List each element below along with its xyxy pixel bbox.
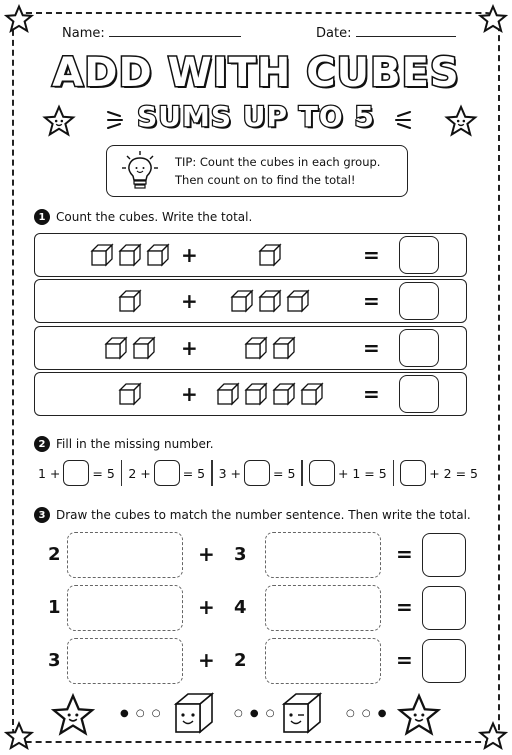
count-row — [34, 326, 467, 370]
answer-box[interactable] — [309, 460, 335, 486]
answer-box[interactable] — [400, 460, 426, 486]
equals-sign: = — [396, 648, 413, 672]
corner-star-icon — [4, 721, 34, 751]
name-label: Name: — [62, 26, 105, 41]
total-box[interactable] — [399, 282, 439, 320]
equation-2 — [122, 458, 211, 488]
answer-box[interactable] — [154, 460, 180, 486]
right-cube-group — [229, 288, 311, 314]
equals-sign: = — [396, 595, 413, 619]
equation-before: 2 + — [128, 465, 151, 481]
plus-sign: + — [181, 336, 198, 360]
cube-icon — [117, 381, 143, 407]
left-cube-group — [103, 335, 157, 361]
cube-icon — [243, 381, 269, 407]
cube-icon — [215, 381, 241, 407]
equals-sign: = — [363, 289, 380, 313]
total-box[interactable] — [399, 375, 439, 413]
equation-5 — [394, 458, 484, 488]
plus-sign: + — [181, 289, 198, 313]
smiling-star-icon — [396, 692, 442, 738]
section-number: 3 — [34, 507, 50, 523]
section-1-heading — [34, 209, 252, 225]
equals-sign: = — [363, 382, 380, 406]
section-1-instruction: Count the cubes. Write the total. — [56, 210, 253, 224]
plus-sign: + — [181, 243, 198, 267]
draw-area[interactable] — [67, 585, 183, 631]
happy-cube-icon — [170, 690, 216, 736]
smiling-star-icon — [444, 104, 478, 138]
cube-icon — [271, 335, 297, 361]
equation-1 — [32, 458, 121, 488]
equation-after: + 2 = 5 — [429, 465, 478, 481]
section-number: 1 — [34, 209, 50, 225]
sparkle-right-icon — [388, 106, 414, 132]
smiling-star-icon — [50, 692, 96, 738]
addend-b: 2 — [234, 650, 247, 671]
draw-area[interactable] — [67, 638, 183, 684]
total-box[interactable] — [399, 329, 439, 367]
cube-icon — [271, 381, 297, 407]
cube-icon — [299, 381, 325, 407]
total-box[interactable] — [422, 586, 466, 630]
tip-line-2: Then count on to find the total! — [175, 173, 356, 187]
section-3-heading — [34, 507, 471, 523]
answer-box[interactable] — [63, 460, 89, 486]
equation-before: 3 + — [218, 465, 242, 481]
decor-dots: ○ ○ ● — [346, 708, 389, 719]
sparkle-left-icon — [104, 106, 130, 132]
date-field[interactable] — [316, 26, 456, 41]
cube-icon — [257, 242, 283, 268]
corner-star-icon — [478, 721, 508, 751]
equation-3 — [213, 458, 302, 488]
missing-number-row — [32, 458, 492, 488]
left-cube-group — [117, 288, 143, 314]
page-title: ADD WITH CUBES — [52, 50, 460, 96]
equation-after: = 5 — [92, 465, 115, 481]
decor-dots: ● ○ ○ — [120, 708, 163, 719]
right-cube-group — [243, 335, 297, 361]
left-cube-group — [117, 381, 143, 407]
winking-cube-icon — [278, 690, 324, 736]
draw-area[interactable] — [265, 638, 381, 684]
draw-area[interactable] — [265, 532, 381, 578]
addend-a: 1 — [48, 597, 61, 618]
equation-after: = 5 — [273, 465, 296, 481]
equation-after: + 1 = 5 — [337, 465, 387, 481]
plus-sign: + — [181, 382, 198, 406]
cube-icon — [145, 242, 171, 268]
plus-sign: + — [198, 648, 215, 672]
addend-a: 3 — [48, 650, 61, 671]
name-line[interactable] — [109, 36, 241, 37]
equals-sign: = — [363, 243, 380, 267]
tip-box — [106, 145, 408, 197]
plus-sign: + — [198, 542, 215, 566]
right-cube-group — [257, 242, 283, 268]
addend-b: 4 — [234, 597, 247, 618]
addend-b: 3 — [234, 544, 247, 565]
count-row — [34, 279, 467, 323]
section-number: 2 — [34, 436, 50, 452]
draw-area[interactable] — [67, 532, 183, 578]
date-label: Date: — [316, 26, 352, 41]
cube-icon — [285, 288, 311, 314]
equation-before: 1 + — [38, 465, 61, 481]
corner-star-icon — [478, 4, 508, 34]
count-row — [34, 372, 467, 416]
name-field[interactable] — [62, 26, 241, 41]
total-box[interactable] — [422, 533, 466, 577]
lightbulb-icon — [121, 150, 159, 192]
section-2-heading — [34, 436, 214, 452]
cube-icon — [117, 242, 143, 268]
decor-dots: ○ ● ○ — [234, 708, 277, 719]
section-3-instruction: Draw the cubes to match the number sentence. Then write the total. — [56, 508, 471, 522]
cube-icon — [103, 335, 129, 361]
addend-a: 2 — [48, 544, 61, 565]
equation-after: = 5 — [182, 465, 206, 481]
cube-icon — [131, 335, 157, 361]
cube-icon — [89, 242, 115, 268]
page-subtitle: SUMS UP TO 5 — [137, 100, 375, 133]
equation-4 — [303, 458, 393, 488]
date-line[interactable] — [356, 36, 456, 37]
equals-sign: = — [396, 542, 413, 566]
plus-sign: + — [198, 595, 215, 619]
cube-icon — [257, 288, 283, 314]
cube-icon — [117, 288, 143, 314]
count-row — [34, 233, 467, 277]
cube-icon — [243, 335, 269, 361]
left-cube-group — [89, 242, 171, 268]
tip-line-1: TIP: Count the cubes in each group. — [175, 155, 381, 169]
cube-icon — [229, 288, 255, 314]
answer-box[interactable] — [244, 460, 270, 486]
draw-area[interactable] — [265, 585, 381, 631]
tip-text — [175, 153, 380, 189]
section-2-instruction: Fill in the missing number. — [56, 437, 214, 451]
equals-sign: = — [363, 336, 380, 360]
smiling-star-icon — [42, 104, 76, 138]
corner-star-icon — [4, 4, 34, 34]
total-box[interactable] — [422, 639, 466, 683]
total-box[interactable] — [399, 236, 439, 274]
right-cube-group — [215, 381, 325, 407]
